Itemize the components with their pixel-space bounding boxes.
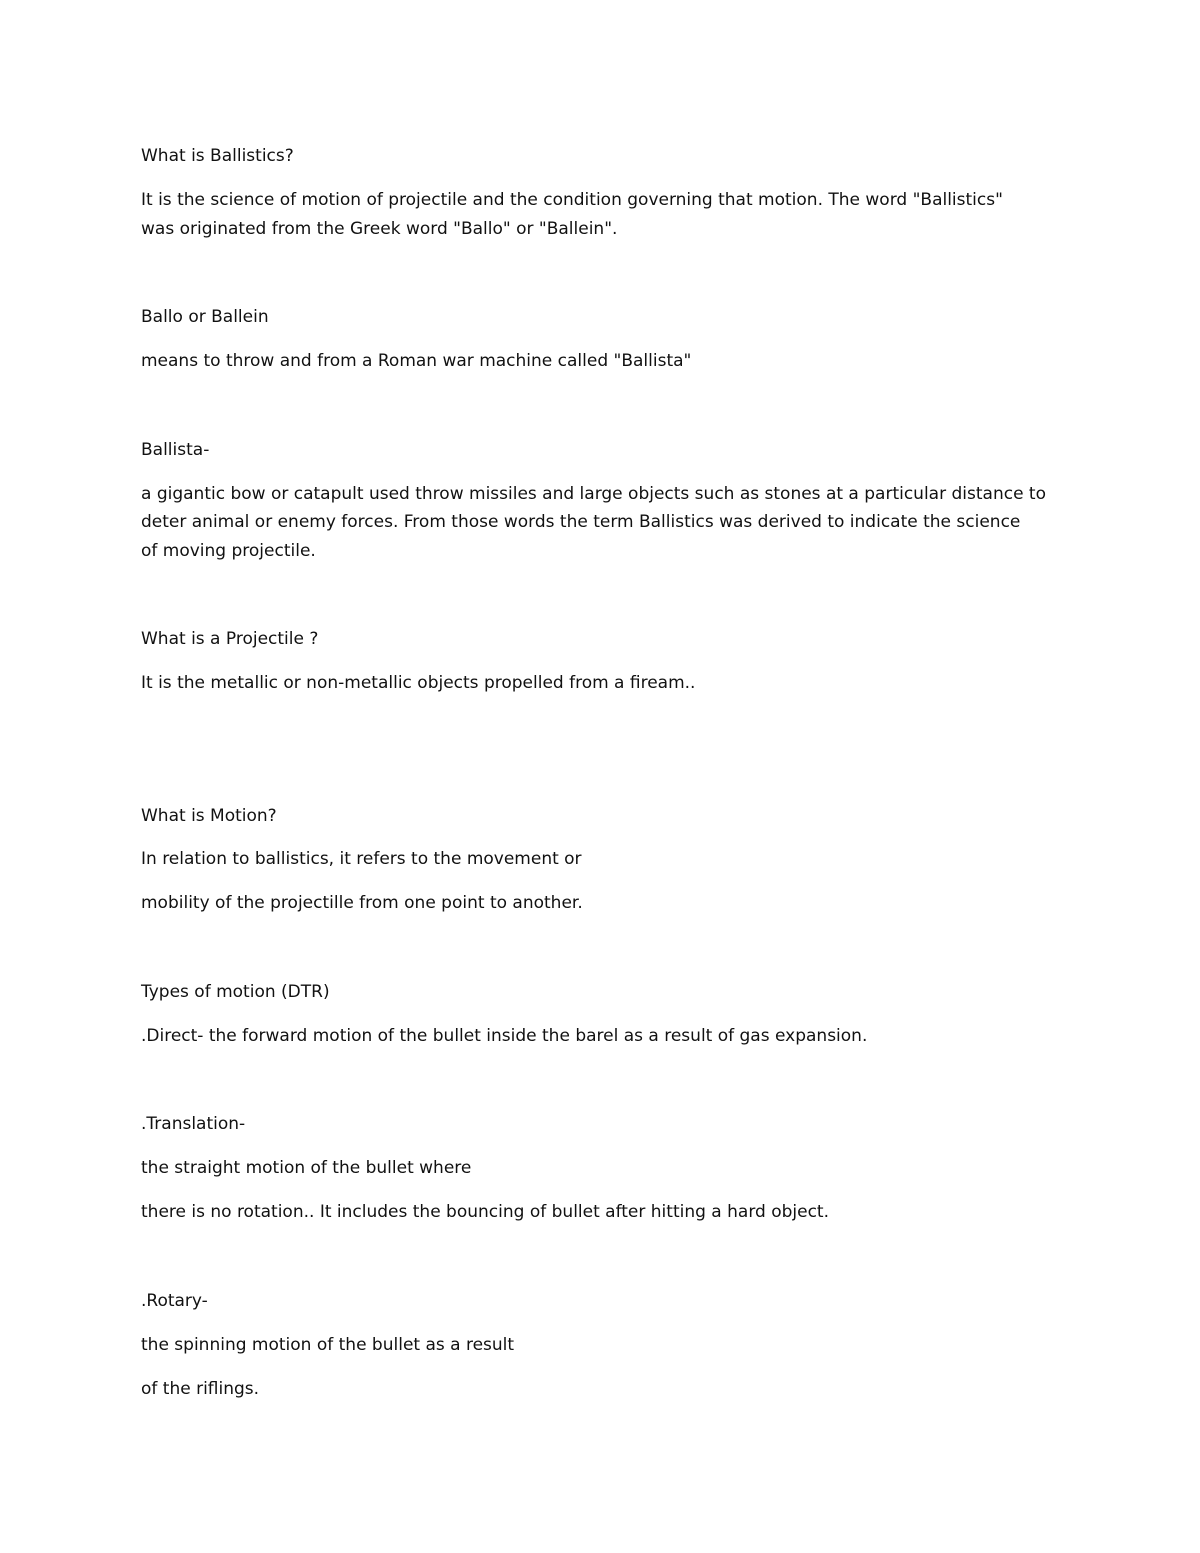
paragraph-line: means to throw and from a Roman war machine called "Ballista" — [141, 351, 692, 371]
heading-ballista: Ballista- — [141, 440, 210, 460]
paragraph-line: there is no rotation.. It includes the bouncing of bullet after hitting a hard object. — [141, 1202, 829, 1222]
paragraph-line: It is the science of motion of projectile and the condition governing that motion. The word "Ballistics" — [141, 190, 1003, 210]
paragraph-line: deter animal or enemy forces. From those words the term Ballistics was derived to indicate the science — [141, 512, 1021, 532]
paragraph-line: the straight motion of the bullet where — [141, 1158, 472, 1178]
paragraph-line: the spinning motion of the bullet as a result — [141, 1335, 515, 1355]
paragraph-line: was originated from the Greek word "Ballo" or "Ballein". — [141, 219, 618, 239]
list-item-translation: .Translation- — [141, 1114, 246, 1134]
heading-what-is-ballistics: What is Ballistics? — [141, 146, 294, 166]
list-item-direct: .Direct- the forward motion of the bullet inside the barel as a result of gas expansion. — [141, 1026, 868, 1046]
paragraph-line: of moving projectile. — [141, 541, 316, 561]
paragraph-line: a gigantic bow or catapult used throw missiles and large objects such as stones at a particular distance to — [141, 484, 1046, 504]
paragraph-line: It is the metallic or non-metallic objects propelled from a fiream.. — [141, 673, 696, 693]
heading-ballo-or-ballein: Ballo or Ballein — [141, 307, 269, 327]
paragraph-line: of the riflings. — [141, 1379, 260, 1399]
paragraph-line: mobility of the projectille from one point to another. — [141, 893, 583, 913]
paragraph-line: In relation to ballistics, it refers to the movement or — [141, 849, 582, 869]
heading-what-is-a-projectile: What is a Projectile ? — [141, 629, 319, 649]
heading-types-of-motion: Types of motion (DTR) — [141, 982, 330, 1002]
heading-what-is-motion: What is Motion? — [141, 806, 277, 826]
list-item-rotary: .Rotary- — [141, 1291, 208, 1311]
